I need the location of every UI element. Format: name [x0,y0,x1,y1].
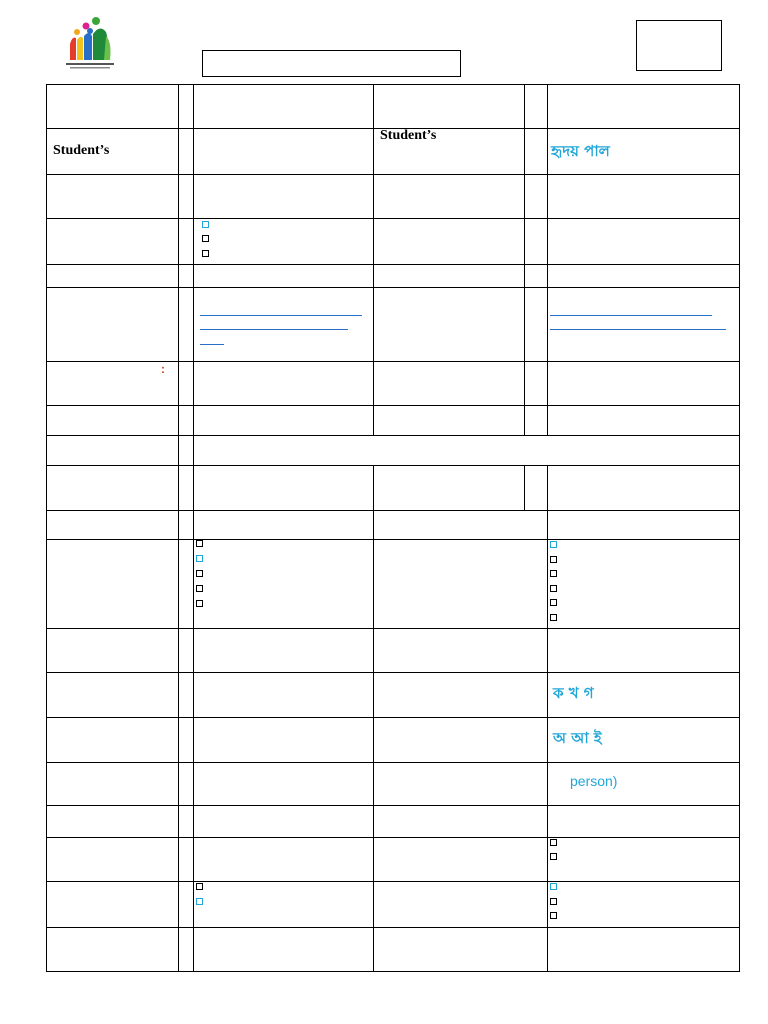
checkbox[interactable] [550,839,557,846]
column-divider [547,465,548,971]
column-divider [373,85,374,435]
row-divider [47,539,739,540]
student-name-value: হৃদয় পাল [551,142,610,160]
row-divider [47,927,739,928]
row-divider [47,510,739,511]
row-divider [47,881,739,882]
row-divider [47,361,739,362]
checkbox[interactable] [550,898,557,905]
value-person: person) [570,773,618,789]
row-divider [47,405,739,406]
checkbox[interactable] [196,600,203,607]
underline-link[interactable] [200,315,362,316]
underline-link[interactable] [200,344,224,345]
row-divider [47,218,739,219]
checkbox[interactable] [202,221,209,228]
checkbox[interactable] [202,235,209,242]
checkbox[interactable] [550,541,557,548]
row-divider [47,465,739,466]
checkbox[interactable] [550,570,557,577]
underline-link[interactable] [550,329,726,330]
checkbox[interactable] [550,912,557,919]
student-label-left: Student’s [53,143,110,158]
checkbox[interactable] [196,898,203,905]
checkbox[interactable] [550,883,557,890]
checkbox[interactable] [550,585,557,592]
form-table [46,84,740,972]
row-divider [47,435,739,436]
row-divider [47,628,739,629]
school-logo [64,14,116,72]
checkbox[interactable] [196,555,203,562]
column-divider [178,85,179,971]
checkbox[interactable] [550,853,557,860]
row-divider [47,805,739,806]
checkbox[interactable] [550,556,557,563]
colon-mark: : [161,362,165,376]
photo-box[interactable] [636,20,722,71]
checkbox[interactable] [550,614,557,621]
row-divider [47,837,739,838]
underline-link[interactable] [550,315,712,316]
row-divider [47,717,739,718]
value-kha-ga: ক খ গ [553,684,594,702]
row-divider [47,762,739,763]
checkbox[interactable] [196,540,203,547]
row-divider [47,264,739,265]
underline-link[interactable] [200,329,348,330]
checkbox[interactable] [550,599,557,606]
column-divider [524,465,525,510]
checkbox[interactable] [196,585,203,592]
column-divider [193,85,194,971]
value-aa-i: অ আ ই [553,729,602,747]
student-label-right: Student’s [380,128,437,143]
column-divider [547,85,548,435]
column-divider [524,85,525,435]
name-header-box[interactable] [202,50,461,77]
checkbox[interactable] [196,570,203,577]
row-divider [47,672,739,673]
checkbox[interactable] [202,250,209,257]
row-divider [47,287,739,288]
checkbox[interactable] [196,883,203,890]
row-divider [47,174,739,175]
column-divider [373,465,374,971]
